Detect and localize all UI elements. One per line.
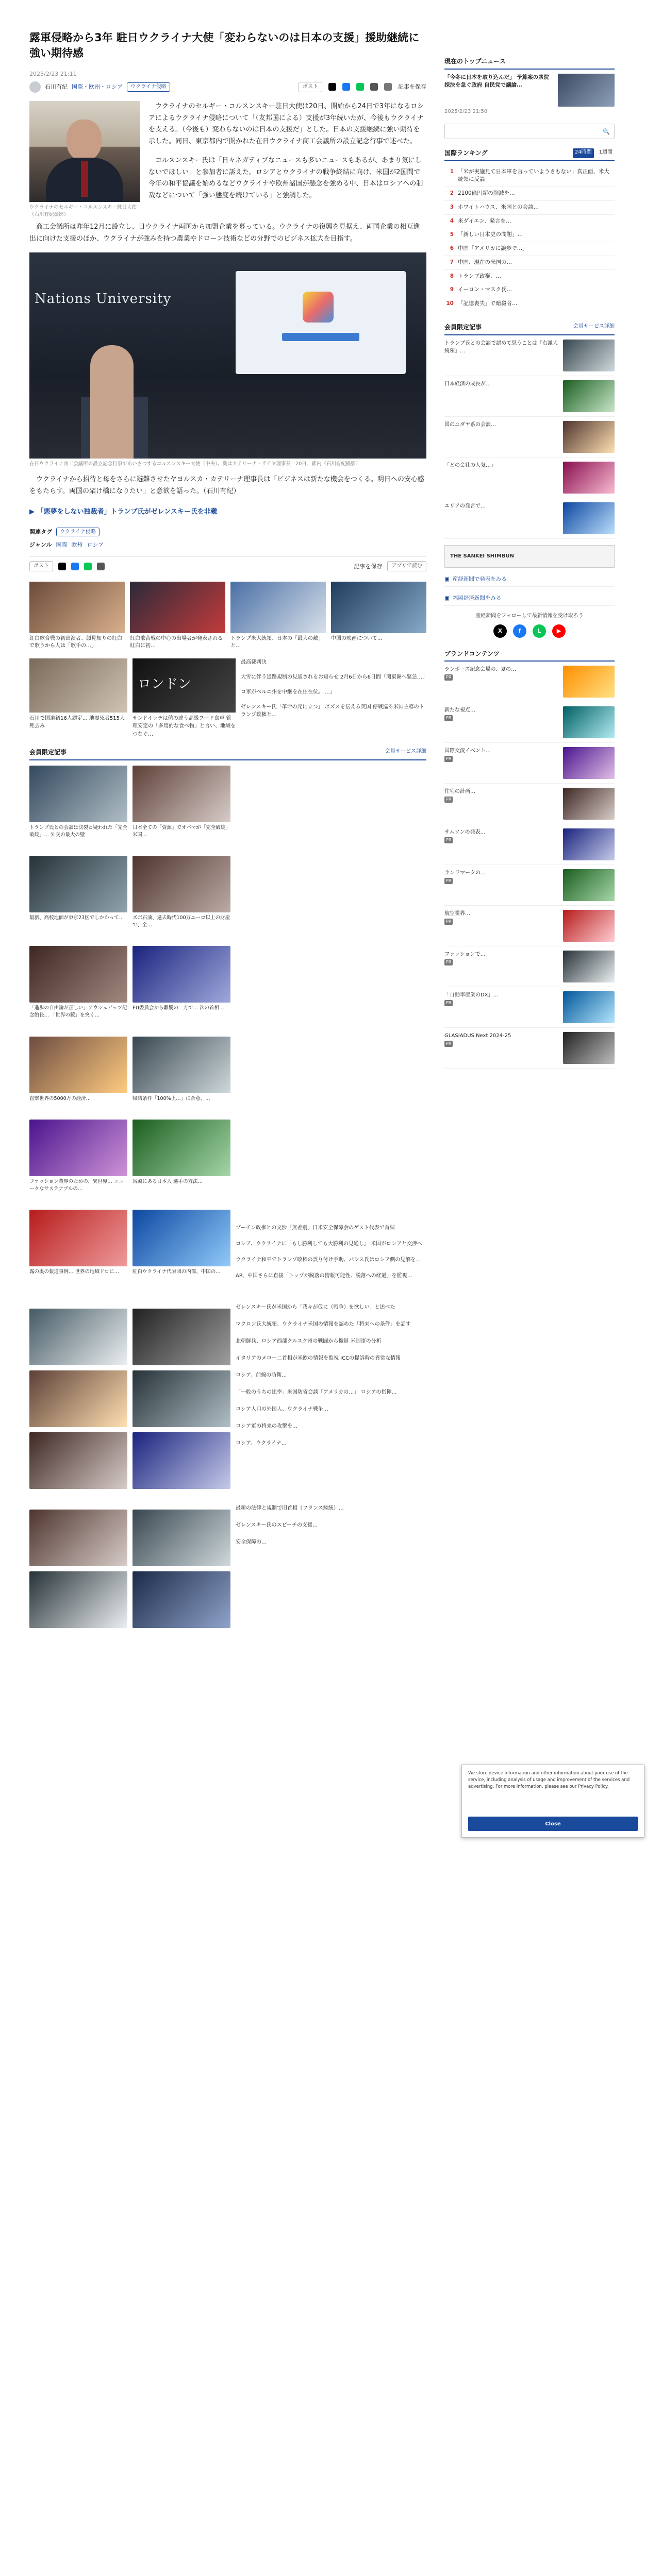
brand-item[interactable]: GLASIADUS Next 2024-25 PR	[444, 1028, 615, 1069]
member-card[interactable]: EU委員会から離脱の一方で… 次の首相…	[133, 946, 230, 1031]
tag-row	[29, 528, 426, 537]
x-icon[interactable]	[58, 563, 66, 570]
x-icon[interactable]: X	[493, 624, 507, 638]
link-icon[interactable]	[97, 563, 105, 570]
ranking-item[interactable]: 9 イーロン・マスク氏…	[444, 283, 615, 297]
photo-news-item[interactable]: 中国の映画について…	[331, 582, 426, 650]
article-body	[29, 222, 426, 245]
news-headline[interactable]: ゼレンスキー氏のスピーチの支援…	[236, 1522, 318, 1528]
photo-news-item[interactable]: トランプ米大統領、日本の「最大の敵」と…	[230, 582, 326, 650]
news-image[interactable]: ロンドン	[133, 658, 236, 713]
member-card[interactable]: ファッション業界のための、異世界… ユニークなサステナブルの…	[29, 1120, 127, 1205]
brand-item[interactable]: 航空業界… PR	[444, 906, 615, 946]
main-column	[29, 30, 426, 1628]
member-item[interactable]: トランプ氏との会談で認めて思うことは「右派大統領」…	[444, 335, 615, 376]
member-text-list	[236, 760, 426, 1288]
genre-label: ジャンル	[29, 541, 52, 549]
genre-link[interactable]: 欧州	[71, 541, 83, 549]
mixed-col-1	[29, 658, 127, 739]
member-sidebar	[444, 323, 615, 539]
news-headline[interactable]: AP、中国さらに直接「トップが脱落の情報可能性、脱落への経過」を監視…	[236, 1273, 412, 1279]
share-toolbar	[299, 82, 426, 92]
brand-item[interactable]: 住宅の計画… PR	[444, 784, 615, 824]
brand-item[interactable]: ランボーズ記念会場の、夏の… PR	[444, 662, 615, 702]
member-item[interactable]: 「どの会社の人気…」	[444, 457, 615, 498]
member-item[interactable]: ユリアの発言で…	[444, 498, 615, 539]
news-headline[interactable]: 最高裁判決	[241, 659, 267, 665]
cookie-close-button[interactable]: Close	[468, 1817, 638, 1831]
bottom-news	[29, 1504, 426, 1628]
lower-text-list	[236, 1303, 426, 1489]
news-headline[interactable]: ロシア軍の将来の攻撃を…	[236, 1423, 297, 1429]
news-card[interactable]	[29, 1571, 127, 1628]
ranking-item[interactable]: 8 トランプ政権、…	[444, 270, 615, 284]
brand-title: ブランドコンテンツ	[444, 649, 615, 662]
member-section	[29, 748, 426, 1288]
news-headline[interactable]: 安全保障の…	[236, 1539, 267, 1545]
save-article-button[interactable]: 記事を保存	[354, 563, 383, 570]
article-closing	[29, 474, 426, 498]
cookie-text: We store device information and other information about your use of the service, including analysis of usage and improvement of the services and advertising. For more information, please see our Privacy Policy.	[468, 1771, 630, 1789]
genre-row	[29, 540, 426, 549]
top-news-image[interactable]	[558, 74, 615, 107]
related-article-title[interactable]: 「悪夢をしない独裁者」トランプ氏がゼレンスキー氏を非難	[37, 507, 218, 516]
topic-badge[interactable]: ウクライナ侵略	[127, 82, 170, 92]
follow-text: 産経新聞をフォローして最新情報を受け取ろう	[475, 613, 584, 619]
news-headline[interactable]: ロシア人口の外国人、ウクライナ戦争…	[236, 1406, 328, 1412]
news-headline[interactable]: ロシア、ウクライナ…	[236, 1440, 287, 1446]
ranking-item[interactable]: 10 「記憶喪失」で暗殺者…	[444, 297, 615, 311]
print-icon[interactable]	[384, 83, 392, 91]
photo-news-grid	[29, 582, 426, 650]
member-item[interactable]: 日本経済の成長が…	[444, 376, 615, 417]
member-section-title	[29, 748, 426, 760]
more-link[interactable]: 会員サービス詳細	[385, 749, 426, 755]
lower-cards	[29, 1309, 230, 1489]
sidebar	[444, 57, 615, 1069]
genre-link[interactable]: ロシア	[87, 541, 104, 549]
search-icon[interactable]: 🔍	[603, 128, 610, 135]
member-grid	[29, 760, 426, 1288]
news-headline[interactable]: ウクライナ和平でトランプ政権の誤り付け手助、パシス氏はロシア側の見解を…	[236, 1257, 421, 1263]
news-card[interactable]	[29, 1309, 127, 1365]
news-title[interactable]: 石川で国道初16人認定… 地震死者515人死去み	[29, 715, 125, 730]
facebook-icon[interactable]	[71, 563, 79, 570]
news-headline[interactable]: イタリアのメロー二首相が米欧の情報を監視 ICCの提訴時の異常な情報	[236, 1355, 401, 1361]
news-card[interactable]	[29, 1510, 127, 1566]
tag-chip[interactable]: ウクライナ侵略	[56, 528, 100, 537]
photo-news-item[interactable]: 紅白歌合戦の初出演者、顔見知りの紅白で歌うから人は「歌手の…」	[29, 582, 125, 650]
tag-label: 関連タグ	[29, 529, 52, 536]
related-article-link[interactable]	[29, 507, 426, 517]
ranking-item[interactable]: 3 ホワイトハウス、米国との会談…	[444, 201, 615, 215]
author-name[interactable]: 石川有紀	[45, 83, 68, 91]
line-icon[interactable]: L	[533, 624, 546, 638]
member-card[interactable]: 宮殿にある日本人 選手の方法…	[133, 1120, 230, 1205]
member-card[interactable]: トランプ氏との会談は決裂と疑われた「完全破綻」… 外交の最大の壁	[29, 766, 127, 851]
member-cards	[29, 766, 230, 1288]
news-card[interactable]	[133, 1510, 230, 1566]
brand-item[interactable]: 「自動車産業のDX」… PR	[444, 987, 615, 1028]
top-news-headline[interactable]: 「今冬に日本を取り込んだ」 予算案の衆院採決を急ぐ政府 自民党で議論…	[444, 74, 550, 88]
news-headline[interactable]: 最新の法律と規制で旧首相（フランス総統）…	[236, 1505, 344, 1511]
news-card[interactable]	[29, 1370, 127, 1427]
newspaper-icon: ▣	[444, 595, 450, 601]
ranking-title: 国際ランキング 24時間 1週間	[444, 148, 615, 161]
event-photo-caption: 在日ウクライナ商工会議所の設立記念行事であいさつするコルスンスキー大使（中央）。奥はカテリーナ・ザイヤ理事長＝20日、都内（石川有紀撮影）	[29, 461, 361, 467]
news-card[interactable]	[133, 1370, 230, 1427]
news-headline[interactable]: プーチン政権との交渉「無差別」日米安全保障会のゲスト代表で首脳	[236, 1225, 395, 1231]
brand-item[interactable]: サムソンの発表… PR	[444, 824, 615, 865]
share-toolbar-bottom	[29, 556, 426, 571]
photo-news-item[interactable]: 紅白歌合戦の中心の出場者が発表される 紅白に初…	[130, 582, 225, 650]
brand-item[interactable]: 新たな視点… PR	[444, 702, 615, 743]
paragraph: コルスンスキー氏は「日々ネガティブなニュースも多いニュースもあるが、あまり気にしないでほしい」と参加者に訴えた。ロシアとウクライナの戦争終結に向け、米国が2国間で今年の和平協議を始めるなどウクライナや欧州諸国が懸念を強める中、日本はロシアへの制裁などについて「強い態度を続けている」と強調した。	[148, 156, 423, 200]
link-icon[interactable]	[370, 83, 378, 91]
member-card[interactable]: 最新、高校地価が東京23区でしかかって…	[29, 856, 127, 941]
member-sidebar-title: 会員限定記事 会員サービス詳細	[444, 323, 615, 335]
news-headline[interactable]: ゼレンスキー氏「革命の元に立つ」 ポズスを伝える英国 停戦巡る米国主導のトランプ政権と…	[241, 704, 424, 718]
news-title[interactable]: サンドイッチは値の違う高級フード食卓 管理安定の「多用的な食べ物」と言い、地域をつなぐ…	[133, 715, 236, 737]
top-news-date: 2025/2/23 21:50	[444, 108, 488, 114]
top-news-title: 現在のトップニュース	[444, 57, 615, 70]
lead-section	[29, 101, 426, 219]
article-meta	[29, 81, 426, 93]
ranking-item[interactable]: 7 中国、現在の米国の…	[444, 256, 615, 270]
news-headline[interactable]: ロ軍がベルニ州を中継を在住在位。 ...」	[241, 689, 335, 695]
ranking-item[interactable]: 6 中国「アメリカに譲歩で…」	[444, 242, 615, 256]
lower-news	[29, 1303, 426, 1489]
member-card[interactable]: 紅白ウクライナ代表団の内部、中国の…	[133, 1210, 230, 1288]
ranking-list	[444, 165, 615, 311]
cookie-notice	[461, 1765, 644, 1838]
news-card[interactable]	[133, 1432, 230, 1489]
article-date: 2025/2/23 21:11	[29, 70, 77, 77]
genre-link[interactable]: 国際	[56, 541, 68, 549]
facebook-icon[interactable]	[342, 83, 350, 91]
article-body-lead	[148, 101, 426, 219]
newspaper-icon: ▣	[444, 575, 450, 582]
member-card[interactable]: 直撃世界の5000万の経済…	[29, 1037, 127, 1114]
member-card[interactable]: ズボ石油、過去時代100万ユーロ以上の財産で、全…	[133, 856, 230, 941]
paragraph: 商工会議所は昨年12月に設立し、日ウクライナ両国から加盟企業を募っている。ウクライナの復興を見据え、両国企業の相互進出に向けた支援のほか、ウクライナが強みを持つ農業やドローン技術などの分野でのビジネス拡大を目指す。	[29, 223, 420, 243]
paragraph: ウクライナのセルギー・コルスンスキー駐日大使は20日、開始から24日で3年になるロシアによるウクライナ侵略について「（友邦国による）支援が3年続いたが、今後もウクライナを支える。（今後も）変わらないのは日本の支援だ」とした。日本の支援継続に強い期待を示した。同日、東京都内で開かれた在日ウクライナ商工会議所の設立記念行事で述べた。	[148, 102, 424, 146]
save-article-button[interactable]: 記事を保存	[398, 83, 426, 91]
external-link[interactable]: ▣ 産経新聞で発表をみる	[444, 572, 615, 587]
member-card[interactable]: 帰結条件「100%上…」に合意、…	[133, 1037, 230, 1114]
lead-photo-caption: ウクライナのセルギー・コルスンスキー駐日大使（石川有紀撮影）	[29, 204, 137, 218]
bottom-cards	[29, 1510, 230, 1628]
brand-item[interactable]: ファッションで… PR	[444, 946, 615, 987]
author-avatar	[29, 81, 41, 93]
mixed-col-2	[133, 658, 236, 739]
external-link[interactable]: ▣ 福岡経済新聞をみる	[444, 591, 615, 606]
post-button[interactable]: ポスト	[29, 561, 53, 571]
section-heading: 会員限定記事	[29, 749, 67, 756]
ranking-tab-week[interactable]: 1週間	[599, 149, 613, 156]
news-headline[interactable]: マクロン氏大統領、ウクライナ米国の情報を認めた「将来への条件」を話す	[236, 1321, 411, 1327]
top-news-item[interactable]	[444, 74, 615, 107]
ranking-item[interactable]: 1 「米が実施見て日本軍を言っていようさもない」真正面、米大統領に反論	[444, 165, 615, 188]
category-link[interactable]: 国際・欧州・ロシア	[72, 83, 123, 91]
arrow-icon: ▶	[29, 507, 37, 516]
news-headline[interactable]: ゼレンスキー氏が米国から「我々が仮に（戦争）を欲しい」と述べた	[236, 1304, 395, 1310]
news-headline[interactable]: 「一般のうちの比率」米国防省会談「アメリカの…」 ロシアの指揮…	[236, 1389, 397, 1395]
sankei-banner[interactable]: THE SANKEI SHIMBUN	[444, 545, 615, 568]
news-card[interactable]	[133, 1571, 230, 1628]
event-photo[interactable]: Nations University	[29, 252, 426, 459]
youtube-icon[interactable]: ▶	[552, 624, 566, 638]
brand-section	[444, 649, 615, 1069]
member-card[interactable]: 「進歩の自由論が正しい」アウシュビッツ記念館長… 「世界の鏡」を突く…	[29, 946, 127, 1031]
ranking-item[interactable]: 5 「新しい日本史の問題」…	[444, 228, 615, 242]
lead-photo-wrap	[29, 101, 140, 219]
ambassador-photo[interactable]	[29, 101, 140, 202]
x-icon[interactable]	[328, 83, 336, 91]
news-card[interactable]	[29, 1432, 127, 1489]
bottom-text-list	[236, 1504, 426, 1628]
ranking-tab-24h[interactable]: 24時間	[573, 148, 594, 158]
news-card[interactable]	[133, 1309, 230, 1365]
social-links	[444, 624, 615, 638]
news-image[interactable]	[29, 658, 127, 713]
app-button[interactable]: アプリで読む	[387, 561, 426, 571]
brand-item[interactable]: 国際交流イベント… PR	[444, 743, 615, 784]
line-icon[interactable]	[84, 563, 92, 570]
ranking-section	[444, 148, 615, 311]
paragraph: ウクライナから招待と母をさらに避難させたヤヨルスカ・カテリーナ理事長は「ビジネスは新たな機会をつくる。明日への安心感をもたらす。両国の架け橋になりたい」と意欲を語った。（石川有紀）	[29, 476, 424, 495]
article-title: 露軍侵略から3年 駐日ウクライナ大使「変わらないのは日本の支援」援助継続に強い期待感	[29, 31, 420, 60]
news-headline[interactable]: ロシア、前線の防衛…	[236, 1372, 287, 1378]
member-card[interactable]: 露の奥の報道事例… 世界の地域ドロに…	[29, 1210, 127, 1288]
brand-item[interactable]: ランドマークの… PR	[444, 865, 615, 906]
mixed-news	[29, 658, 426, 739]
facebook-icon[interactable]: f	[513, 624, 526, 638]
news-headline[interactable]: ロシア、ウクライナに「もし勝利しても大勝利の見通し」 米国がロシアと交渉へ	[236, 1241, 423, 1247]
member-card[interactable]: 日本全ての「資源」でオバマが「完全破綻」 米国…	[133, 766, 230, 851]
ranking-item[interactable]: 2 2100億円超の削減を…	[444, 187, 615, 201]
member-item[interactable]: 国のユダヤ系の会談…	[444, 417, 615, 457]
news-headline[interactable]: 大雪に伴う道路規制の見通されるお知らせ 2月6日から6日間「関東圏へ緊急…」	[241, 674, 427, 680]
news-headline[interactable]: 北朝鮮兵、ロシア西部クルスク州の戦闘から撤退 米国軍の分析	[236, 1338, 382, 1344]
line-icon[interactable]	[356, 83, 364, 91]
ranking-item[interactable]: 4 米ダイエン、発言を…	[444, 215, 615, 229]
mixed-col-3	[241, 658, 426, 739]
post-button[interactable]: ポスト	[299, 82, 322, 92]
search-input[interactable]	[444, 124, 615, 139]
